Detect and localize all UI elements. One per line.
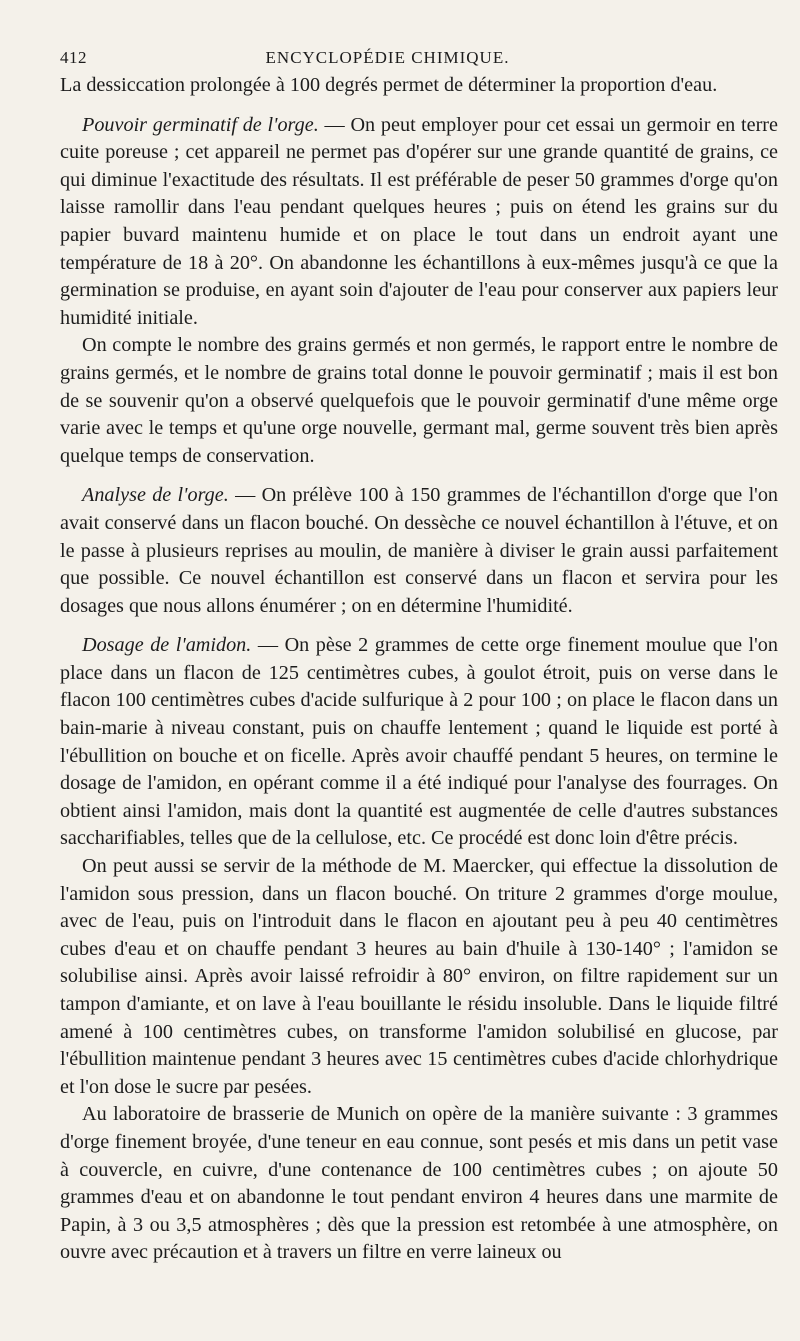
paragraph-text: On compte le nombre des grains germés et non germés, le rapport entre le nombre de grains germés, et le nombre de grains total donne le pouvoir germinatif ; mais il est bon de se souvenir qu'on a observé quelquefois que le pouvoir germinatif d'une même orge varie avec le temps et qu'une orge nouvelle, germant mal, germe souvent très bien après quelque temps de conservation.: [60, 334, 778, 467]
paragraph-2: [60, 112, 778, 333]
running-head: [60, 48, 778, 68]
paragraph-3: [60, 332, 778, 470]
page-number: 412: [60, 48, 87, 67]
paragraph-text: — On prélève 100 à 150 grammes de l'échantillon d'orge que l'on avait conservé dans un flacon bouché. On dessèche ce nouvel échantillon à l'étuve, et on le passe à plusieurs reprises au moulin, de manière à diviser le grain aussi parfaitement que possible. Ce nouvel échantillon est conservé dans un flacon et servira pour les dosages que nous allons énumérer ; on en détermine l'humidité.: [60, 484, 779, 617]
paragraph-lead: Pouvoir germinatif de l'orge.: [82, 113, 319, 136]
paragraph-6: [60, 853, 778, 1101]
paragraph-text: — On pèse 2 grammes de cette orge finement moulue que l'on place dans un flacon de 125 centimètres cubes, à goulot étroit, puis on verse dans le flacon 100 centimètres cubes d'acide sulfurique à 2 pour 100 ; on place le flacon dans un bain-marie à niveau constant, puis on chauffe lentement ; quand le liquide est porté à l'ébullition on bouche et on ficelle. Après avoir chauffé pendant 5 heures, on termine le dosage de l'amidon, en opérant comme il a été indiqué pour l'analyse des fourrages. On obtient ainsi l'amidon, mais dont la quantité est augmentée de celle d'autres substances saccharifiables, telles que de la cellulose, etc. Ce procédé est donc loin d'être précis.: [60, 634, 778, 850]
paragraph-text: — On peut employer pour cet essai un germoir en terre cuite poreuse ; cet appareil ne permet pas d'opérer sur une grande quantité de grains, ce qui diminue l'exactitude des résultats. Il est préférable de peser 50 grammes d'orge qu'on laisse ramollir dans l'eau pendant quelques heures ; puis on étend les grains sur du papier buvard maintenu humide et on place le tout dans un endroit ayant une température de 18 à 20°. On abandonne les échantillons à eux-mêmes jusqu'à ce que la germination se produise, en ayant soin d'ajouter de l'eau pour conserver aux papiers leur humidité initiale.: [60, 113, 778, 329]
paragraph-text: On peut aussi se servir de la méthode de M. Maercker, qui effectue la dissolution de l'amidon sous pression, dans un flacon bouché. On triture 2 grammes d'orge moulue, avec de l'eau, puis on l'introduit dans le flacon en ajoutant peu à peu 40 centimètres cubes d'eau et on chauffe pendant 3 heures au bain d'huile à 130-140° ; l'amidon se solubilise ainsi. Après avoir laissé refroidir à 80° environ, on filtre rapidement sur un tampon d'amiante, et on lave à l'eau bouillante le résidu insoluble. Dans le liquide filtré amené à 100 centimètres cubes, on transforme l'amidon solubilisé en glucose, par l'ébullition maintenue pendant 3 heures avec 15 centimètres cubes d'acide chlorhydrique et l'on dose le sucre par pesées.: [60, 855, 778, 1098]
paragraph-lead: Analyse de l'orge.: [82, 484, 229, 507]
running-title: ENCYCLOPÉDIE CHIMIQUE.: [265, 48, 510, 67]
paragraph-text: Au laboratoire de brasserie de Munich on opère de la manière suivante : 3 grammes d'orge finement broyée, d'une teneur en eau connue, sont pesés et mis dans un petit vase à couvercle, en cuivre, d'une contenance de 100 centimètres cubes ; on ajoute 50 grammes d'eau et on abandonne le tout pendant environ 4 heures dans une marmite de Papin, à 3 ou 3,5 atmosphères ; dès que la pression est retombée à une atmosphère, on ouvre avec précaution et à travers un filtre en verre laineux ou: [60, 1103, 778, 1264]
paragraph-4: [60, 482, 778, 620]
paragraph-7: [60, 1101, 778, 1267]
paragraph-5: [60, 632, 778, 853]
paragraph-1: [60, 72, 778, 100]
paragraph-text: La dessiccation prolongée à 100 degrés permet de déterminer la proportion d'eau.: [60, 74, 718, 96]
paragraph-lead: Dosage de l'amidon.: [82, 634, 252, 657]
